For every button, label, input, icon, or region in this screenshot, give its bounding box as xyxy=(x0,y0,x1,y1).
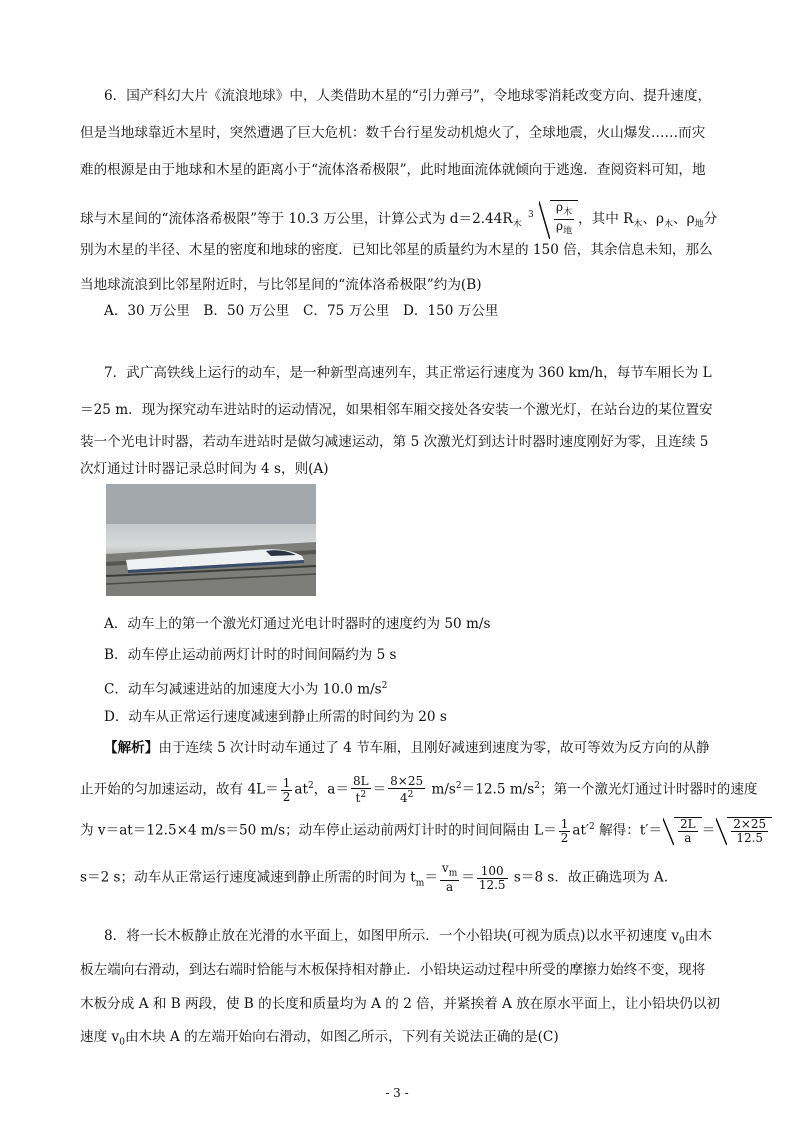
fraction-half-2: $\frac{1}{2}$ xyxy=(560,816,569,845)
q7-line-4: 次灯通过计时器记录总时间为 4 s，则(A) xyxy=(80,461,329,477)
q7-option-c: C．动车匀减速进站的加速度大小为 10.0 $m/s^2$ xyxy=(104,681,388,698)
q6-sub: 木 xyxy=(512,219,522,230)
q7-line-2: ＝25 m．现为探究动车进站时的运动情况，如果相邻车厢交接处各安装一个激光灯，在站台边的某位置安 xyxy=(80,402,713,418)
q6-options: A．30 万公里 B．50 万公里 C．75 万公里 D．150 万公里 xyxy=(104,303,499,319)
bullet-train-image xyxy=(106,484,316,596)
q6-formula-text: 球与木星间的“流体洛希极限”等于 10.3 万公里，计算公式为 d＝2.44R xyxy=(80,210,513,227)
q6-line-2: 但是当地球靠近木星时，突然遭遇了巨大危机：数千台行星发动机熄火了，全球地震，火山爆发……而灾 xyxy=(80,125,706,141)
q7-analysis-line-1: 【解析】由于连续 5 次计时动车通过了 4 节车厢，且刚好减速到速度为零，故可等效为反方向的从静 xyxy=(104,740,710,756)
train-photo xyxy=(106,484,316,596)
q6-line-5: 别为木星的半径、木星的密度和地球的密度．已知比邻星的质量约为木星的 150 倍，其余信息未知，那么 xyxy=(80,242,713,258)
q7-line-3: 装一个光电计时器，若动车进站时是做匀减速运动，第 5 次激光灯到达计时器时速度刚好为零，且连续 5 xyxy=(80,434,709,450)
q7-option-b: B．动车停止运动前两灯计时的时间间隔约为 5 s xyxy=(104,647,397,663)
q6-line-6: 当地球流浪到比邻星附近时，与比邻星间的“流体洛希极限”约为(B) xyxy=(80,277,482,293)
q8-line-2: 板左端向右滑动，到达右端时恰能与木板保持相对静止．小铅块运动过程中所受的摩擦力始终不变，现将 xyxy=(80,962,706,978)
q7-analysis-line-2: 止开始的匀加速运动，故有 4L＝ $\frac{1}{2}$ $at^2$，a＝ $\frac{8L}{t^2}$ ＝ $\frac{8\times 25}{4^2}$ $m/s^2=12.5$ $m/s^2$；第一个激光灯通过计时器时的速度 xyxy=(80,774,758,805)
q6-density-fraction: $\frac{\rho_木}{\rho_地}$ xyxy=(556,200,573,237)
fraction-100: $\frac{100}{12.5}$ xyxy=(478,863,506,892)
q7-option-a: A．动车上的第一个激光灯通过光电计时器时的速度约为 50 m/s xyxy=(104,616,491,632)
q6-root-index: 3 xyxy=(527,210,534,221)
q8-line-3: 木板分成 A 和 B 两段，使 B 的长度和质量均为 A 的 2 倍，并紧挨着 A 放在原水平面上，让小铅块仍以初 xyxy=(80,996,721,1012)
q8-line-1: 8．将一长木板静止放在光滑的水平面上，如图甲所示．一个小铅块(可视为质点)以水平初速度 $v_0$由木 xyxy=(104,928,712,947)
fraction-half: $\frac{1}{2}$ xyxy=(282,775,291,804)
fraction-8L-t2: $\frac{8L}{t^2}$ xyxy=(352,774,369,805)
q6-cube-root xyxy=(550,200,578,239)
q7-option-d: D．动车从正常运行速度减速到静止所需的时间约为 20 s xyxy=(104,709,447,725)
q7-analysis-line-4: s＝2 s；动车从正常运行速度减速到静止所需的时间为 $t_m=$ $\frac{v_m}{a}$ ＝ $\frac{100}{12.5}$ s＝8 s．故正确选项为 A. xyxy=(80,861,669,895)
sqrt-2x25: $\frac{2\times 25}{12.5}$ xyxy=(727,817,772,845)
fraction-8x25: $\frac{8\times 25}{4^2}$ xyxy=(390,774,424,805)
page-number: - 3 - xyxy=(385,1086,409,1100)
analysis-tag: 【解析】 xyxy=(104,740,159,756)
sqrt-2L-a: $\frac{2L}{a}$ xyxy=(674,817,702,845)
q7-analysis-line-3: 为 v＝at＝12.5×4 m/s＝50 m/s；动车停止运动前两灯计时的时间间隔由 L＝ $\frac{1}{2}$ $at'^2$ 解得：t′＝ $\frac{2L}{a}$ ＝ $\frac{2\times 25}{12.5}$ xyxy=(80,817,772,845)
q8-line-4: 速度 $v_0$由木块 A 的左端开始向右滑动，如图乙所示，下列有关说法正确的是(C) xyxy=(80,1029,559,1048)
fraction-vm-a: $\frac{v_m}{a}$ xyxy=(441,861,458,895)
q6-line-3: 难的根源是由于地球和木星的距离小于“流体洛希极限”，此时地面流体就倾向于逃逸．查阅资料可知，地 xyxy=(80,162,706,178)
q6-line-4: 球与木星间的“流体洛希极限”等于 10.3 万公里，计算公式为 $d=2.44R_木$ $^3$ $\frac{\rho_木}{\rho_地}$ ，其中 $R_木$、$\rho_木$、$\rho_地$分 xyxy=(80,200,718,237)
q6-line-1: 6．国产科幻大片《流浪地球》中，人类借助木星的“引力弹弓”，令地球零消耗改变方向、提升速度， xyxy=(104,88,712,104)
q7-line-1: 7．武广高铁线上运行的动车，是一种新型高速列车，其正常运行速度为 360 km/h，每节车厢长为 L xyxy=(104,365,712,381)
